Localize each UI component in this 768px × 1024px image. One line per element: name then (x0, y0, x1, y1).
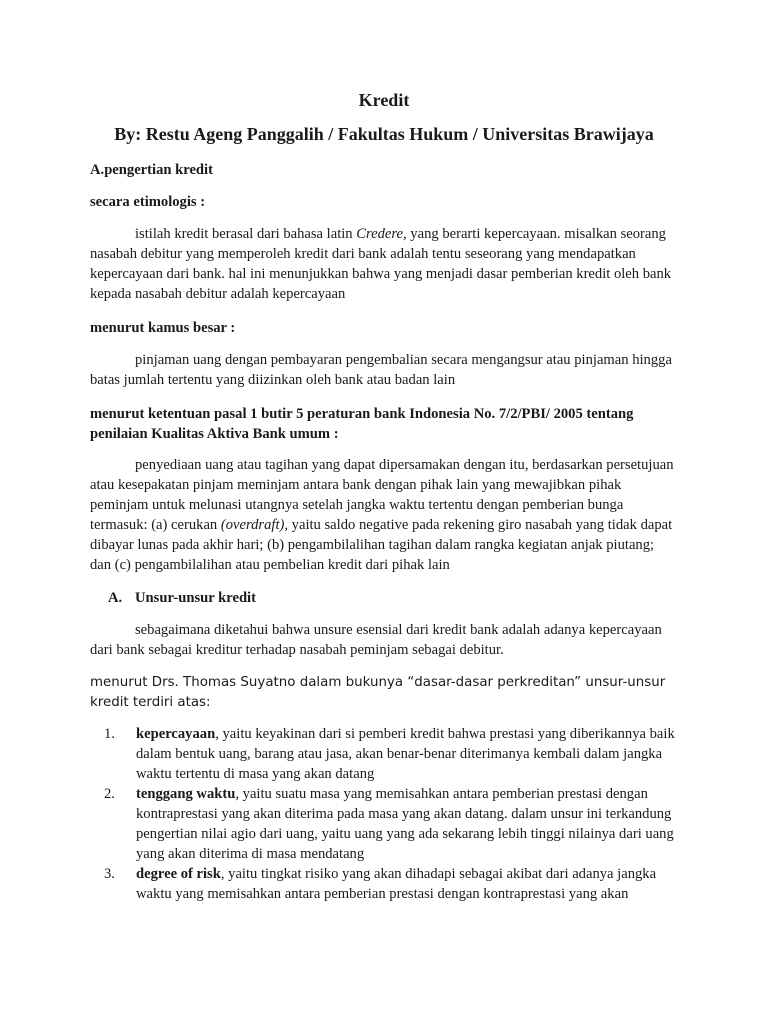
latin-term: Credere, (356, 226, 407, 242)
unsur-list (90, 724, 678, 904)
list-body (136, 864, 678, 904)
list-number: 3. (104, 866, 115, 882)
section-marker: A. (108, 590, 123, 606)
heading-unsur-kredit (90, 588, 678, 608)
paragraph-kamus-besar: pinjaman uang dengan pembayaran pengembalian secara mengangsur atau pinjaman hingga batas jumlah tertentu yang diizinkan oleh bank atau badan lain (90, 352, 672, 388)
overdraft-term: (overdraft), (220, 517, 289, 533)
list-text: , yaitu keyakinan dari si pemberi kredit bahwa prestasi yang diberikannya baik dalam bentuk uang, barang atau jasa, akan benar-benar diterimanya kembali dalam jangka waktu tertentu di masa yang akan datang (136, 726, 675, 782)
heading-etimologis: secara etimologis : (90, 194, 206, 210)
list-term: kepercayaan (136, 726, 216, 742)
list-number: 1. (104, 726, 115, 742)
paragraph-etimologis (90, 224, 678, 304)
author-line: By: Restu Ageng Panggalih / Fakultas Hukum / Universitas Brawijaya (114, 124, 654, 144)
paragraph-unsur: sebagaimana diketahui bahwa unsure esensial dari kredit bank adalah adanya kepercayaan dari bank sebagai kreditur terhadap nasabah peminjam sebagai debitur. (90, 622, 662, 658)
section-heading-text: Unsur-unsur kredit (135, 590, 256, 606)
document-title: Kredit (358, 90, 410, 110)
heading-pengertian: A.pengertian kredit (90, 162, 213, 178)
paragraph-text: istilah kredit berasal dari bahasa latin (135, 226, 357, 242)
heading-ketentuan: menurut ketentuan pasal 1 butir 5 peraturan bank Indonesia No. 7/2/PBI/ 2005 tentang penilaian Kualitas Aktiva Bank umum : (90, 406, 634, 442)
paragraph-text: yaitu saldo negative pada rekening giro nasabah yang tidak dapat dibayar lunas pada akhir hari; (b) pengambilalihan tagihan dalam rangka kegiatan anjak piutang; dan (c) pengambilalihan atau pembelian kredit dari pihak lain (90, 517, 673, 573)
list-term: tenggang waktu (136, 786, 236, 802)
list-term: degree of risk (136, 866, 221, 882)
list-item (90, 724, 678, 784)
list-number: 2. (104, 786, 115, 802)
list-item (90, 864, 678, 904)
paragraph-ketentuan (90, 455, 678, 575)
list-body (136, 784, 678, 864)
list-text: , yaitu suatu masa yang memisahkan antara pemberian prestasi dengan kontraprestasi yang akan diterima pada masa yang akan datang. dalam unsur ini terkandung pengertian nilai agio dari uang, yaitu uang yang ada sekarang lebih tinggi nilainya dari uang yang akan diterima di masa mendatang (136, 786, 674, 862)
paragraph-text: yang berarti kepercayaan. misalkan seorang nasabah debitur yang memperoleh kredit dari bank adalah tentu seseorang yang mendapatkan kepercayaan dari bank. hal ini menunjukkan bahwa yang menjadi dasar pemberian kredit oleh bank kepada nasabah debitur adalah kepercayaan (90, 226, 672, 302)
list-text: , yaitu tingkat risiko yang akan dihadapi sebagai akibat dari adanya jangka waktu yang memisahkan antara pemberian prestasi dengan kontraprestasi yang akan (136, 866, 657, 902)
paragraph-text: penyediaan uang atau tagihan yang dapat dipersamakan dengan itu, berdasarkan persetujuan atau kesepakatan pinjam meminjam antara bank dengan pihak lain yang mewajibkan pihak peminjam untuk melunasi utangnya setelah jangka waktu tertentu dengan pemberian bunga termasuk: (a) cerukan (90, 457, 674, 533)
heading-kamus-besar: menurut kamus besar : (90, 320, 236, 336)
list-body (136, 724, 678, 784)
list-item (90, 784, 678, 864)
paragraph-thomas-suyatno: menurut Drs. Thomas Suyatno dalam bukunya “dasar-dasar perkreditan” unsur-unsur kredit terdiri atas: (90, 675, 666, 710)
